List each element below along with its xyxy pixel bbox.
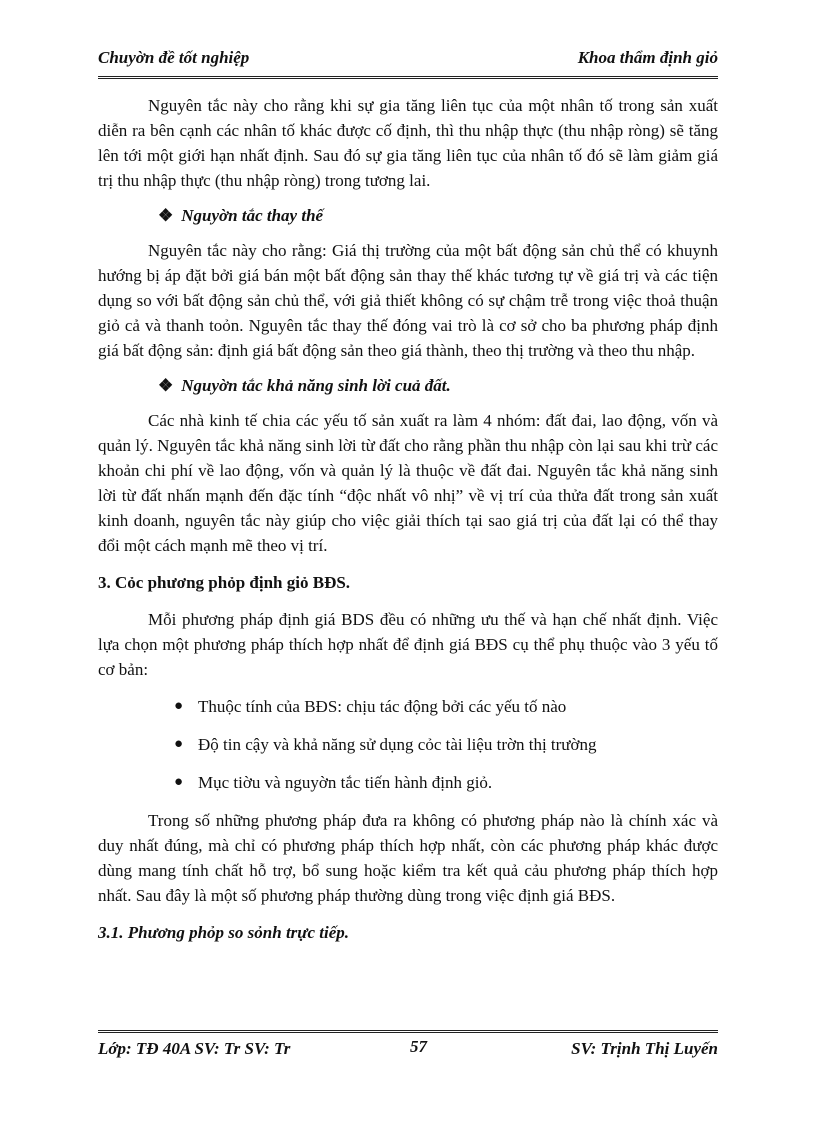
paragraph-substitution: Nguyên tắc này cho rằng: Giá thị trường của một bất động sản chủ thể có khuynh hướng bị áp đặt bởi giá bán một bất động sản thay thế khác tương tự về giá trị và các tiện dụng so với bất động sản chủ thể, với giả thiết không có sự chậm trễ trong việc thoả thuận giỏ cả và thanh toỏn. Nguyên tắc thay thế đóng vai trò là cơ sở cho ba phương pháp định giá bất động sản: định giá bất động sản theo giá thành, theo thị trường và theo thu nhập. (98, 241, 718, 360)
subheading-land-productivity-text: Nguyờn tắc khả năng sinh lời cuả đất. (181, 376, 451, 395)
factor-list (98, 694, 718, 808)
page-footer (98, 1030, 718, 1067)
page-header (98, 46, 718, 79)
subheading-substitution-text: Nguyờn tắc thay thế (181, 206, 324, 225)
footer-student-name: SV: Trịnh Thị Luyến (571, 1039, 718, 1058)
diamond-bullet-icon: ❖ (158, 206, 174, 225)
page-number: 57 (410, 1037, 427, 1056)
footer-class-label: Lớp: TĐ 40A SV: Tr SV: Tr (98, 1039, 291, 1058)
bullet-dot-icon: ● (174, 698, 184, 714)
paragraph-method-selection: Mỗi phương pháp định giá BDS đều có những ưu thế và hạn chế nhất định. Việc lựa chọn một phương pháp thích hợp nhất để định giá BĐS cụ thể phụ thuộc vào 3 yếu tố cơ bản: (98, 610, 718, 679)
section-heading-3-1: 3.1. Phương phỏp so sỏnh trực tiếp. (98, 923, 350, 942)
page-body (98, 93, 718, 945)
paragraph-land-productivity: Các nhà kinh tế chia các yếu tố sản xuất ra làm 4 nhóm: đất đai, lao động, vốn và quản lý. Nguyên tắc khả năng sinh lời từ đất cho rằng phần thu nhập còn lại sau khi trừ các khoản chi phí về lao động, vốn và quản lý là thuộc về đất đai. Nguyên tắc khả năng sinh lời từ đất nhấn mạnh đến đặc tính “độc nhất vô nhị” về vị trí của thửa đất trong sản xuất kinh doanh, nguyên tắc này giúp cho việc giải thích tại sao giá trị của đất lại có thể thay đổi một cách mạnh mẽ theo vị trí. (98, 411, 718, 555)
bullet-dot-icon: ● (174, 774, 184, 790)
section-heading-3: 3. Cỏc phương phỏp định giỏ BĐS. (98, 573, 351, 592)
list-item: ● Mục tiờu và nguyờn tắc tiến hành định giỏ. (98, 770, 718, 808)
paragraph-diminishing-returns: Nguyên tắc này cho rằng khi sự gia tăng liên tục của một nhân tố trong sản xuất diễn ra bên cạnh các nhân tố khác được cố định, thì thu nhập thực (thu nhập ròng) sẽ tăng lên tới một giới hạn nhất định. Sau đó sự gia tăng liên tục của nhân tố đó sẽ làm giảm giá trị thu nhập thực (thu nhập ròng) trong tương lai. (98, 96, 718, 190)
list-item: ● Thuộc tính của BĐS: chịu tác động bởi các yếu tố nào (98, 694, 718, 732)
list-item: ● Độ tin cậy và khả năng sử dụng cỏc tài liệu trờn thị trường (98, 732, 718, 770)
diamond-bullet-icon: ❖ (158, 376, 174, 395)
header-right-title: Khoa thẩm định giỏ (577, 48, 718, 67)
header-left-title: Chuyờn đề tốt nghiệp (98, 48, 250, 67)
subheading-land-productivity (98, 373, 718, 398)
subheading-substitution (98, 203, 718, 228)
bullet-dot-icon: ● (174, 736, 184, 752)
paragraph-method-summary: Trong số những phương pháp đưa ra không có phương pháp nào là chính xác và duy nhất đúng, mà chỉ có phương pháp thích hợp nhất, còn các phương pháp khác được dùng mang tính chất hỗ trợ, bổ sung hoặc kiểm tra kết quả cảu phương pháp thích hợp nhất. Sau đây là một số phương pháp thường dùng trong việc định giá BĐS. (98, 811, 718, 905)
